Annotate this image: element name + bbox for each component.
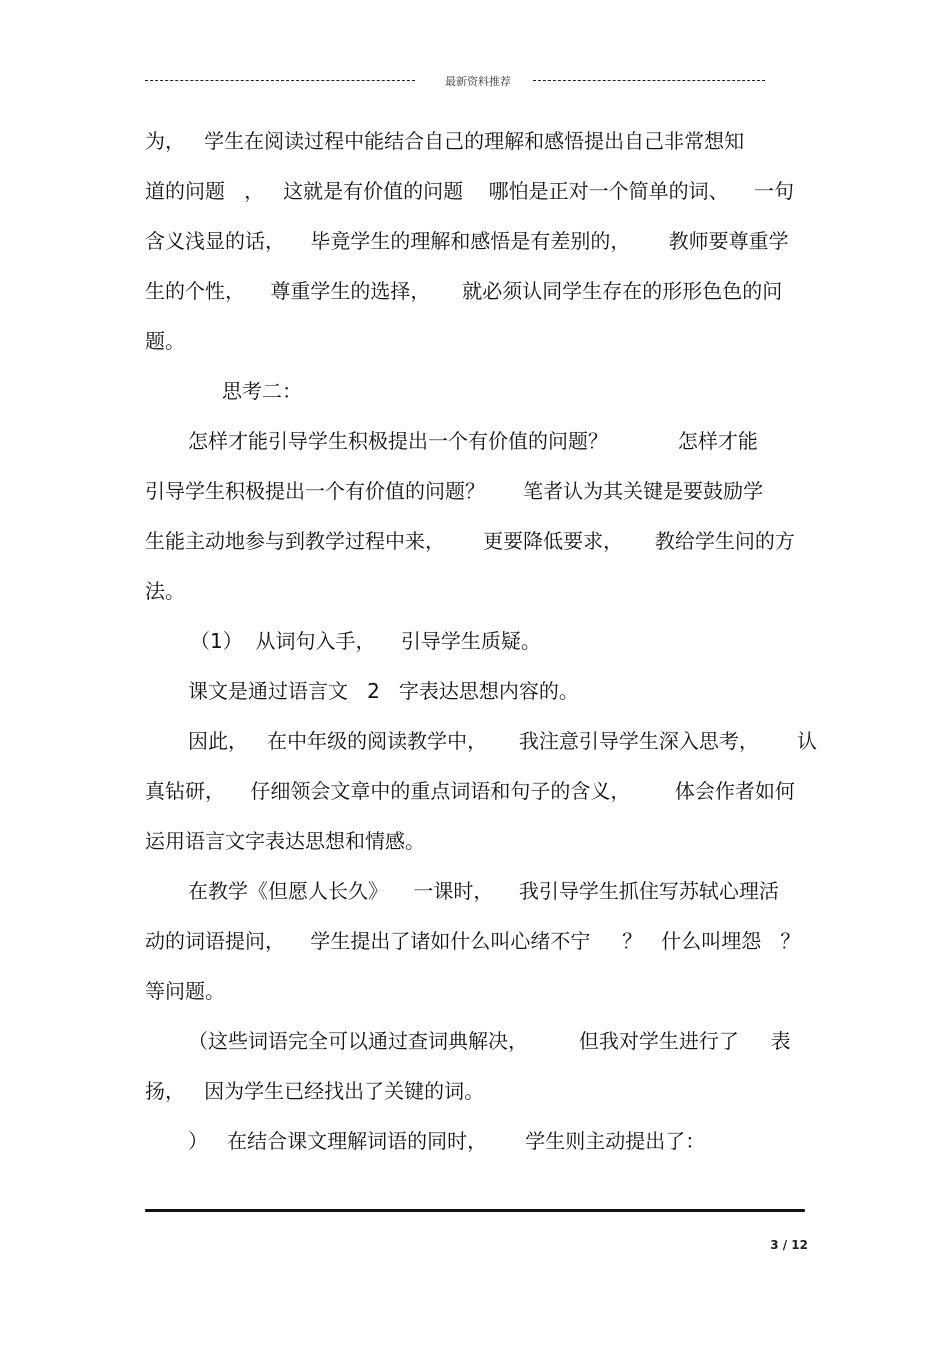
text-line: 道的问题 ， 这就是有价值的问题 哪怕是正对一个简单的词、 一句 bbox=[145, 179, 795, 203]
header-title: 最新资料推荐 bbox=[445, 75, 511, 88]
text-line: 怎样才能引导学生积极提出一个有价值的问题？ 怎样才能 bbox=[188, 429, 758, 453]
text-line: 为， 学生在阅读过程中能结合自己的理解和感悟提出自己非常想知 bbox=[145, 129, 745, 153]
text-line: 在教学《但愿人长久》 一课时， 我引导学生抓住写苏轼心理活 bbox=[188, 879, 779, 903]
page-number: 3 / 12 bbox=[770, 1238, 808, 1252]
text-line: 运用语言文字表达思想和情感。 bbox=[145, 829, 425, 853]
text-line: 生的个性， 尊重学生的选择， 就必须认同学生存在的形形色色的问 bbox=[145, 279, 783, 303]
text-line: 引导学生积极提出一个有价值的问题？ 笔者认为其关键是要鼓励学 bbox=[145, 479, 764, 503]
text-line: 课文是通过语言文 2 字表达思想内容的。 bbox=[188, 679, 579, 703]
text-line: 题。 bbox=[145, 329, 185, 353]
header-dashed-rule-left bbox=[145, 80, 415, 81]
section-heading: 思考二： bbox=[222, 379, 302, 403]
text-line: （1） 从词句入手， 引导学生质疑。 bbox=[190, 629, 541, 653]
header-dashed-rule-right bbox=[533, 80, 765, 81]
text-line: 因此， 在中年级的阅读教学中， 我注意引导学生深入思考， 认 bbox=[188, 729, 818, 753]
text-line: 生能主动地参与到教学过程中来， 更要降低要求， 教给学生问的方 bbox=[145, 529, 795, 553]
text-line: 动的词语提问， 学生提出了诸如什么叫心绪不宁 ？ 什么叫埋怨 ？ bbox=[145, 929, 801, 953]
text-line: 法。 bbox=[145, 579, 185, 603]
text-line: 扬， 因为学生已经找出了关键的词。 bbox=[145, 1079, 485, 1103]
text-line: 等问题。 bbox=[145, 979, 225, 1003]
page-header bbox=[145, 72, 805, 90]
text-line: 真钻研， 仔细领会文章中的重点词语和句子的含义， 体会作者如何 bbox=[145, 779, 795, 803]
text-line: （这些词语完全可以通过查词典解决， 但我对学生进行了 表 bbox=[188, 1029, 791, 1053]
text-line: ） 在结合课文理解词语的同时， 学生则主动提出了： bbox=[188, 1129, 706, 1153]
text-line: 含义浅显的话， 毕竟学生的理解和感悟是有差别的， 教师要尊重学 bbox=[145, 229, 789, 253]
footer-rule bbox=[145, 1209, 805, 1212]
